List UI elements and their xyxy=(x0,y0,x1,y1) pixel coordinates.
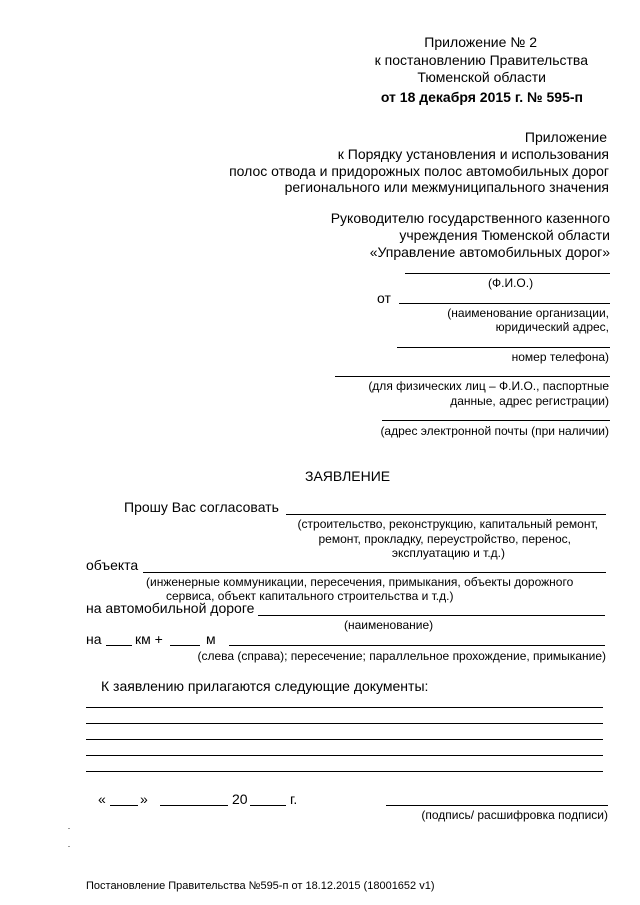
org-hint-2: юридический адрес, xyxy=(495,320,609,334)
position-hint: (слева (справа); пересечение; параллельное прохождение, примыкание) xyxy=(197,649,606,663)
month-line[interactable] xyxy=(160,805,228,806)
phone-line[interactable] xyxy=(397,347,610,348)
decree-date: от 18 декабря 2015 г. № 595-п xyxy=(380,89,583,105)
person-hint-2: данные, адрес регистрации) xyxy=(450,394,609,408)
appendix-line-2: полос отвода и придорожных полос автомобильных дорог xyxy=(229,163,609,179)
documents-line-5[interactable] xyxy=(86,771,603,772)
appendix-line-3: регионального или межмуниципального значения xyxy=(284,179,609,195)
fio-line[interactable] xyxy=(405,273,610,274)
documents-line-1[interactable] xyxy=(86,707,603,708)
year-line[interactable] xyxy=(250,805,286,806)
km-line[interactable] xyxy=(106,645,132,646)
object-hint-1: (инженерные коммуникации, пересечения, примыкания, объекты дорожного xyxy=(146,575,574,589)
at-label: на xyxy=(86,631,102,647)
work-hint-1: (строительство, реконструкцию, капитальный ремонт, xyxy=(297,517,598,531)
km-label: км + xyxy=(135,631,163,647)
documents-line-4[interactable] xyxy=(86,755,603,756)
quote-close: » xyxy=(140,791,148,807)
road-hint: (наименование) xyxy=(344,618,434,632)
signature-line[interactable] xyxy=(386,805,608,806)
addressee-line-3: «Управление автомобильных дорог» xyxy=(369,244,610,260)
org-hint-1: (наименование организации, xyxy=(447,306,609,320)
email-hint: (адрес электронной почты (при наличии) xyxy=(380,424,609,438)
person-hint-1: (для физических лиц – Ф.И.О., паспортные xyxy=(368,379,609,393)
footer-text: Постановление Правительства №595-п от 18.12.2015 (18001652 v1) xyxy=(86,880,435,892)
object-line[interactable] xyxy=(143,572,606,573)
statement-title: ЗАЯВЛЕНИЕ xyxy=(305,468,391,484)
appendix-line-1: к Порядку установления и использования xyxy=(337,146,609,162)
road-name-line[interactable] xyxy=(258,615,605,616)
quote-open: « xyxy=(98,791,106,807)
email-line[interactable] xyxy=(382,420,610,421)
decree-line-1: к постановлению Правительства xyxy=(374,52,588,68)
documents-line-3[interactable] xyxy=(86,739,603,740)
decree-line-2: Тюменской области xyxy=(417,69,546,85)
object-label: объекта xyxy=(86,557,139,573)
appendix-title: Приложение xyxy=(524,129,607,145)
fio-hint: (Ф.И.О.) xyxy=(488,276,534,290)
phone-hint: номер телефона) xyxy=(511,350,609,364)
object-hint-2: сервиса, объект капитального строительства и т.д.) xyxy=(166,589,454,603)
addressee-line-2: учреждения Тюменской области xyxy=(399,227,610,243)
person-line[interactable] xyxy=(335,376,610,377)
work-hint-3: эксплуатацию и т.д.) xyxy=(391,546,505,560)
appendix-number: Приложение № 2 xyxy=(424,34,537,50)
work-hint-2: ремонт, прокладку, переустройство, перенос, xyxy=(318,532,571,546)
addressee-line-1: Руководителю государственного казенного xyxy=(330,210,610,226)
documents-label: К заявлению прилагаются следующие документы: xyxy=(101,678,429,694)
from-label: от xyxy=(377,290,391,306)
scan-artifact xyxy=(68,846,70,847)
road-label: на автомобильной дороге xyxy=(86,600,255,616)
documents-line-2[interactable] xyxy=(86,723,603,724)
organization-line[interactable] xyxy=(399,303,610,304)
position-line[interactable] xyxy=(229,645,605,646)
request-label: Прошу Вас согласовать xyxy=(124,499,279,515)
signature-hint: (подпись/ расшифровка подписи) xyxy=(421,808,608,822)
year-suffix: г. xyxy=(290,791,298,807)
year-prefix: 20 xyxy=(232,791,248,807)
day-line[interactable] xyxy=(110,805,138,806)
m-value-line[interactable] xyxy=(170,645,200,646)
scan-artifact xyxy=(68,828,70,829)
m-label: м xyxy=(206,631,216,647)
work-type-line[interactable] xyxy=(286,514,606,515)
